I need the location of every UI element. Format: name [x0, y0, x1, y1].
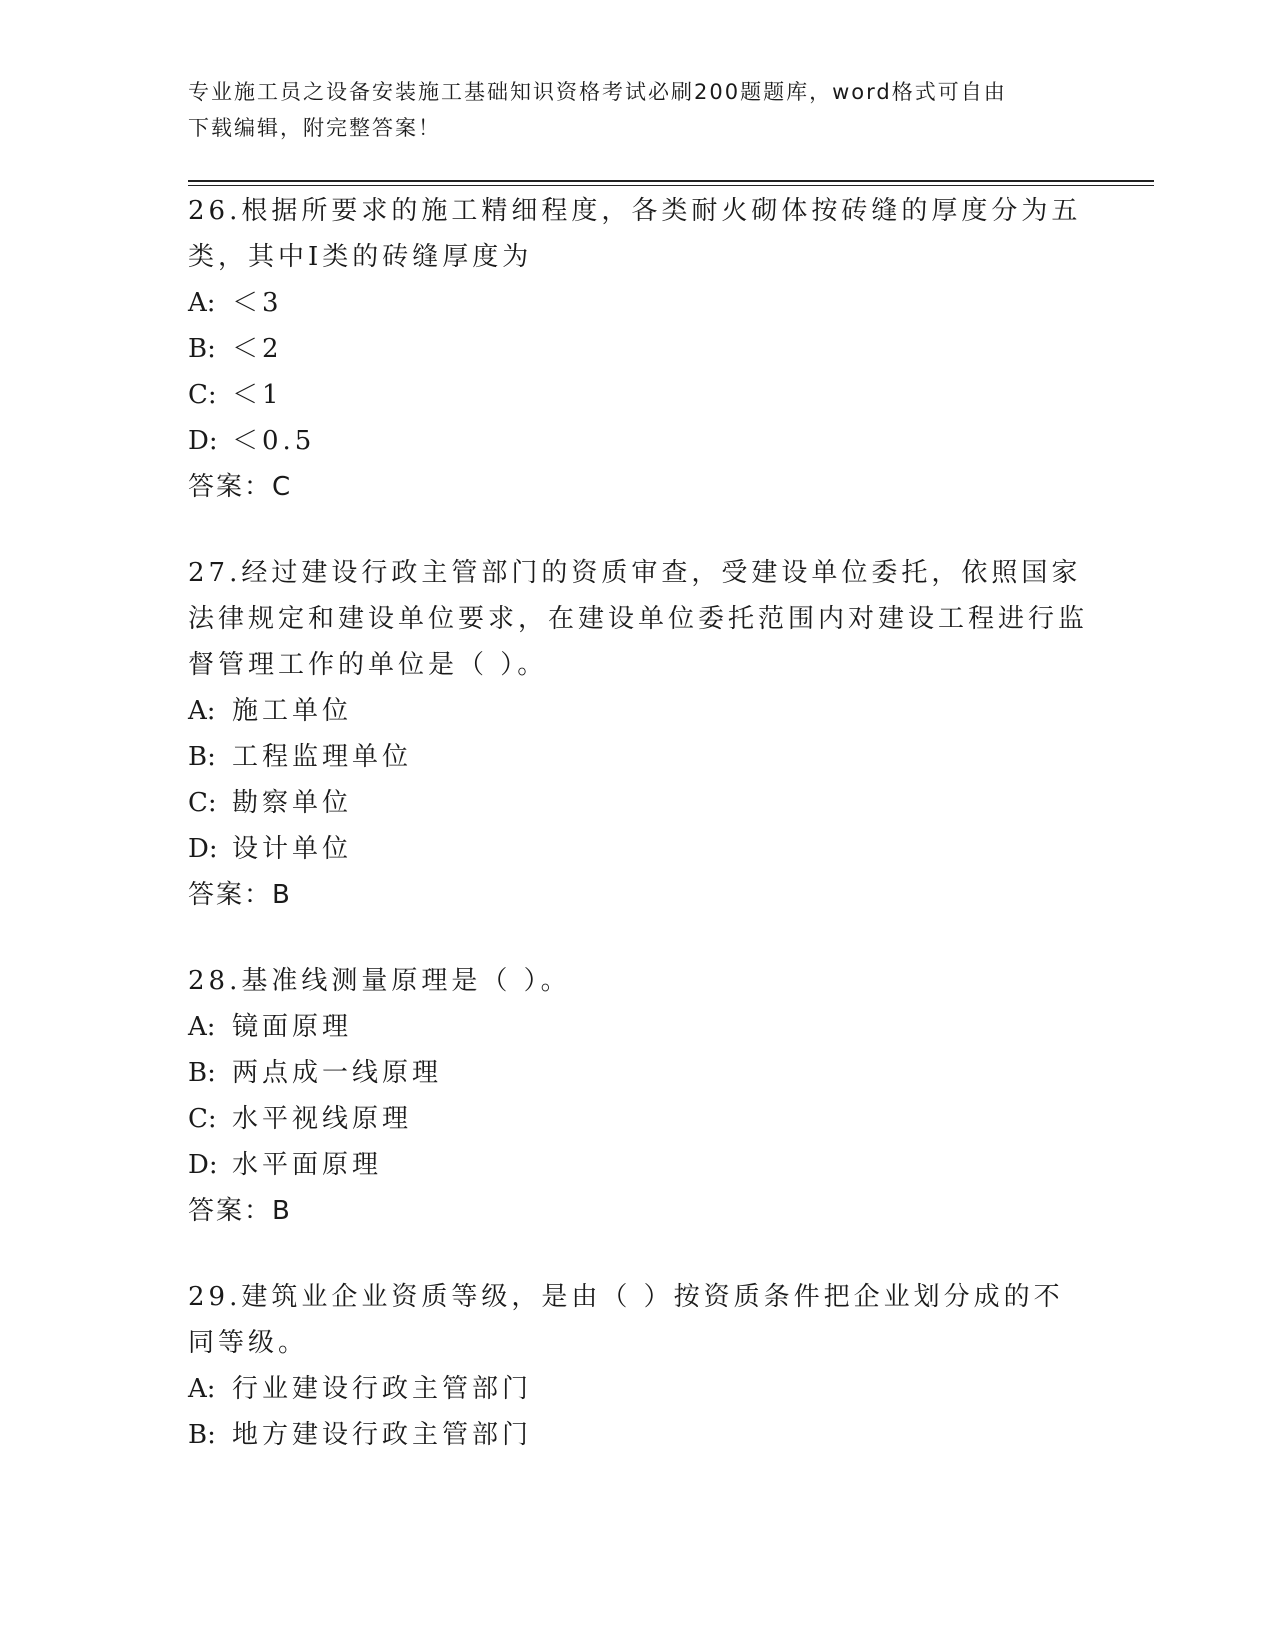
option-text: 地方建设行政主管部门: [232, 1420, 533, 1450]
option-text: 水平视线原理: [232, 1104, 413, 1134]
header-divider-top: [188, 180, 1154, 182]
option-text: 设计单位: [232, 834, 353, 864]
option-label: C:: [188, 380, 217, 410]
question-29: [188, 1274, 1088, 1458]
option-text: 两点成一线原理: [232, 1058, 443, 1088]
option-text: 水平面原理: [232, 1150, 383, 1180]
option-label: B:: [188, 1420, 216, 1450]
answer-text: 答案：B: [188, 880, 292, 910]
question-list: [188, 188, 1088, 1498]
option-label: A:: [188, 696, 216, 726]
question-text: 29.建筑业企业资质等级，是由（ ）按资质条件把企业划分成的不同等级。: [188, 1282, 1064, 1358]
header-line-1: 专业施工员之设备安装施工基础知识资格考试必刷200题题库，word格式可自由: [188, 80, 1007, 104]
question-text: 27.经过建设行政主管部门的资质审查，受建设单位委托，依照国家法律规定和建设单位要求，在建设单位委托范围内对建设工程进行监督管理工作的单位是（ ）。: [188, 558, 1089, 680]
option-a: [188, 1004, 1088, 1050]
option-text: ＜0.5: [232, 426, 316, 456]
option-label: D:: [188, 834, 218, 864]
option-c: [188, 780, 1088, 826]
option-label: D:: [188, 1150, 218, 1180]
option-a: [188, 1366, 1088, 1412]
option-c: [188, 1096, 1088, 1142]
option-c: [188, 372, 1088, 418]
option-text: ＜1: [232, 380, 283, 410]
option-text: ＜3: [232, 288, 283, 318]
option-b: [188, 326, 1088, 372]
option-label: B:: [188, 742, 216, 772]
option-label: A:: [188, 288, 216, 318]
option-d: [188, 418, 1088, 464]
option-text: 勘察单位: [232, 788, 353, 818]
answer-text: 答案：C: [188, 472, 293, 502]
option-d: [188, 826, 1088, 872]
option-b: [188, 1050, 1088, 1096]
question-28: [188, 958, 1088, 1234]
option-label: A:: [188, 1374, 216, 1404]
question-text: 28.基准线测量原理是（ ）。: [188, 966, 571, 996]
option-b: [188, 734, 1088, 780]
option-a: [188, 688, 1088, 734]
option-label: C:: [188, 788, 217, 818]
header-divider-bottom: [188, 185, 1154, 186]
answer-text: 答案：B: [188, 1196, 292, 1226]
question-text: 26.根据所要求的施工精细程度，各类耐火砌体按砖缝的厚度分为五类，其中Ⅰ类的砖缝厚度为: [188, 196, 1082, 272]
option-text: 行业建设行政主管部门: [232, 1374, 533, 1404]
option-d: [188, 1142, 1088, 1188]
option-label: B:: [188, 1058, 216, 1088]
option-text: ＜2: [232, 334, 283, 364]
option-label: B:: [188, 334, 216, 364]
header-line-2: 下载编辑，附完整答案！: [188, 116, 441, 140]
option-label: D:: [188, 426, 218, 456]
document-header: [188, 74, 1068, 146]
option-b: [188, 1412, 1088, 1458]
question-26: [188, 188, 1088, 510]
option-a: [188, 280, 1088, 326]
option-text: 镜面原理: [232, 1012, 353, 1042]
question-27: [188, 550, 1088, 918]
option-text: 工程监理单位: [232, 742, 413, 772]
option-label: C:: [188, 1104, 217, 1134]
option-label: A:: [188, 1012, 216, 1042]
option-text: 施工单位: [232, 696, 353, 726]
